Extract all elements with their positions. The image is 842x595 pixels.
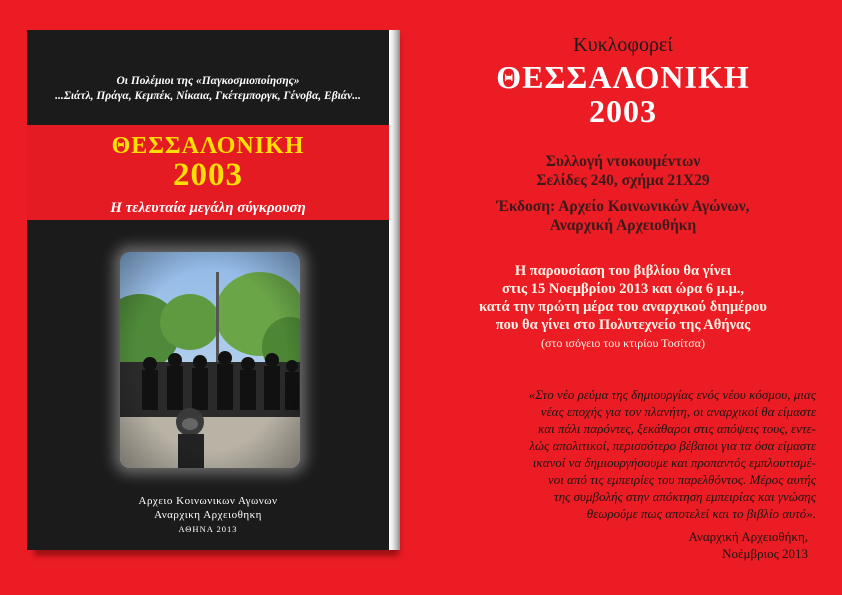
quote-line: νέας εποχής για τον πλανήτη, οι αναρχικοί θα είμαστε (540, 404, 816, 419)
cover-publisher-line: Αναρχικη Αρχειοθηκη (154, 509, 262, 521)
cover-publisher (27, 494, 389, 536)
quote-line: και πάλι παρόντες, ξεκάθαροι στις απόψεις τους, εντε- (538, 421, 816, 436)
quote-line: θεωρούμε πως αποτελεί και το βιβλίο αυτό». (586, 506, 816, 521)
cover-subtitle (27, 74, 389, 104)
book-details (418, 152, 828, 235)
quote-line: νοι από τις εμπειρίες του παρελθόντος. Μέρος αυτής (547, 472, 816, 487)
cover-tagline: Η τελευταία μεγάλη σύγκρουση (110, 200, 306, 216)
cover-title: ΘΕΣΣΑΛΟΝΙΚΗ (111, 133, 305, 159)
presentation-line: στις 15 Νοεμβρίου 2013 και ώρα 6 μ.μ., (501, 281, 745, 297)
announcement-year: 2003 (589, 93, 657, 129)
announcement-title (418, 60, 828, 128)
presentation-note: (στο ισόγειο του κτιρίου Τοσίτσα) (541, 336, 705, 350)
cover-publisher-line: Αρχειο Κοινωνικων Αγωνων (138, 495, 278, 507)
detail-line: Αναρχική Αρχειοθήκη (549, 217, 697, 234)
detail-line: Έκδοση: Αρχείο Κοινωνικών Αγώνων, (496, 198, 750, 215)
detail-line: Σελίδες 240, σχήμα 21Χ29 (536, 172, 710, 189)
quote-line: «Στο νέο ρεύμα της δημιουργίας ενός νέου κόσμου, μιας (528, 387, 816, 402)
announcement-heading: Κυκλοφορεί (573, 34, 673, 56)
presentation-line: κατά την πρώτη μέρα του αναρχικού διημέρου (479, 299, 767, 315)
quote-line: λώς απολιτικοί, περισσότερο βέβαιοι για τα όσα είμαστε (529, 438, 816, 453)
quote-block (430, 386, 816, 522)
quote-line: της συμβολής στην απόκτηση εμπειρίας και γνώσης (553, 489, 816, 504)
signature-date: Νοέμβριος 2013 (722, 546, 808, 561)
announcement-title-line: ΘΕΣΣΑΛΟΝΙΚΗ (496, 59, 750, 95)
presentation-info (418, 262, 828, 352)
quote-line: ικανοί να δημιουργήσουμε και προπαντός εμπλουτισμέ- (532, 455, 816, 470)
quote-signature (689, 528, 808, 562)
detail-line: Συλλογή ντοκουμέντων (545, 153, 701, 170)
presentation-line: που θα γίνει στο Πολυτεχνείο της Αθήνας (495, 317, 751, 333)
cover-year: 2003 (173, 157, 243, 193)
cover-subtitle-line: ...Σιάτλ, Πράγα, Κεμπέκ, Νίκαια, Γκέτεμποργκ, Γένοβα, Εβιάν... (55, 90, 361, 102)
cover-subtitle-line: Οι Πολέμιοι της «Παγκοσμιοποίησης» (116, 75, 300, 87)
cover-photo (120, 252, 300, 468)
book-cover (27, 30, 389, 550)
signature-line: Αναρχική Αρχειοθήκη, (688, 529, 808, 544)
book-spine (389, 30, 400, 550)
cover-publisher-year: ΑΘΗΝΑ 2013 (178, 524, 238, 534)
presentation-line: Η παρουσίαση του βιβλίου θα γίνει (514, 263, 732, 279)
